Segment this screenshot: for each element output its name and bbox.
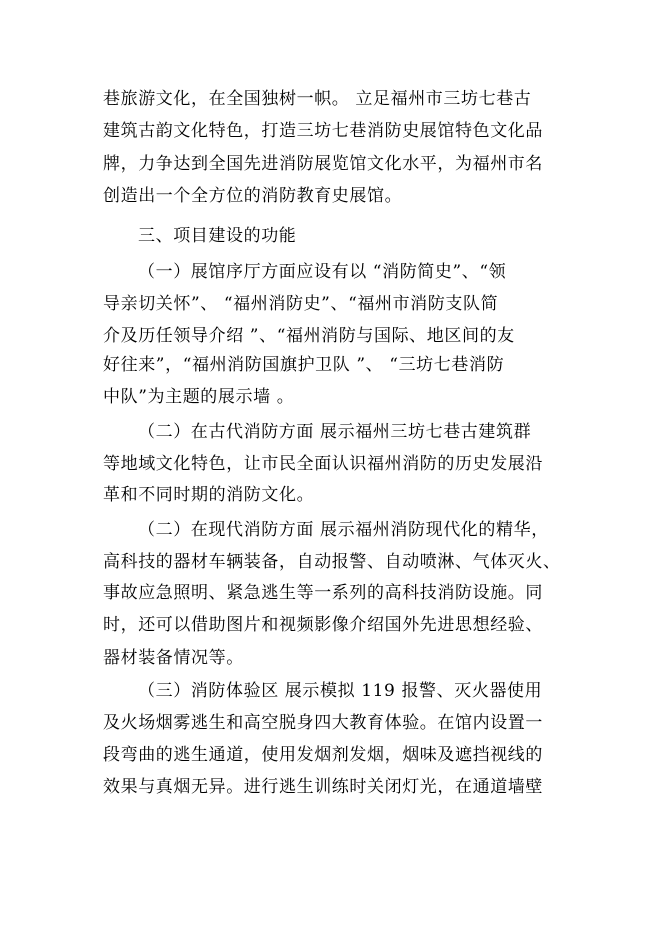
paragraph-line-9: 中队”为主题的展示墙 。 [103,387,295,407]
paragraph-line-18: （三）消防体验区 展示模拟 119 报警、灭火器使用 [138,681,543,701]
paragraph-line-16: 时，还可以借助图片和视频影像介绍国外先进思想经验、 [103,615,543,635]
paragraph-line-5: （一）展馆序厅方面应设有以 “消防简史”、“领 [138,262,507,282]
paragraph-line-21: 效果与真烟无异。进行逃生训练时关闭灯光，在通道墙壁 [103,777,543,797]
paragraph-line-13: （二）在现代消防方面 展示福州消防现代化的精华， [138,520,549,540]
paragraph-line-7: 介及历任领导介绍 ”、“福州消防与国际、地区间的友 [103,326,515,346]
paragraph-line-1: 巷旅游文化，在全国独树一帜。 立足福州市三坊七巷古 [103,89,532,109]
paragraph-line-12: 革和不同时期的消防文化。 [103,485,315,505]
paragraph-line-19: 及火场烟雾逃生和高空脱身四大教育体验。在馆内设置一 [103,713,543,733]
paragraph-line-10: （二）在古代消防方面 展示福州三坊七巷古建筑群 [138,422,532,442]
paragraph-line-8: 好往来”，“福州消防国旗护卫队 ”、 “三坊七巷消防 [103,355,505,375]
paragraph-line-15: 事故应急照明、紧急逃生等一系列的高科技消防设施。同 [103,583,543,603]
paragraph-line-3: 牌，力争达到全国先进消防展览馆文化水平，为福州市名 [103,154,543,174]
paragraph-line-11: 等地域文化特色，让市民全面认识福州消防的历史发展沿 [103,454,543,474]
paragraph-line-6: 导亲切关怀”、 “福州消防史”、“福州市消防支队简 [103,294,499,314]
paragraph-line-20: 段弯曲的逃生通道，使用发烟剂发烟，烟味及遮挡视线的 [103,745,543,765]
paragraph-line-4: 创造出一个全方位的消防教育史展馆。 [103,186,403,206]
paragraph-line-2: 建筑古韵文化特色，打造三坊七巷消防史展馆特色文化品 [103,121,543,141]
paragraph-line-17: 器材装备情况等。 [103,648,244,668]
section-heading: 三、项目建设的功能 [138,226,297,246]
paragraph-line-14: 高科技的器材车辆装备，自动报警、自动喷淋、气体灭火、 [103,552,561,572]
